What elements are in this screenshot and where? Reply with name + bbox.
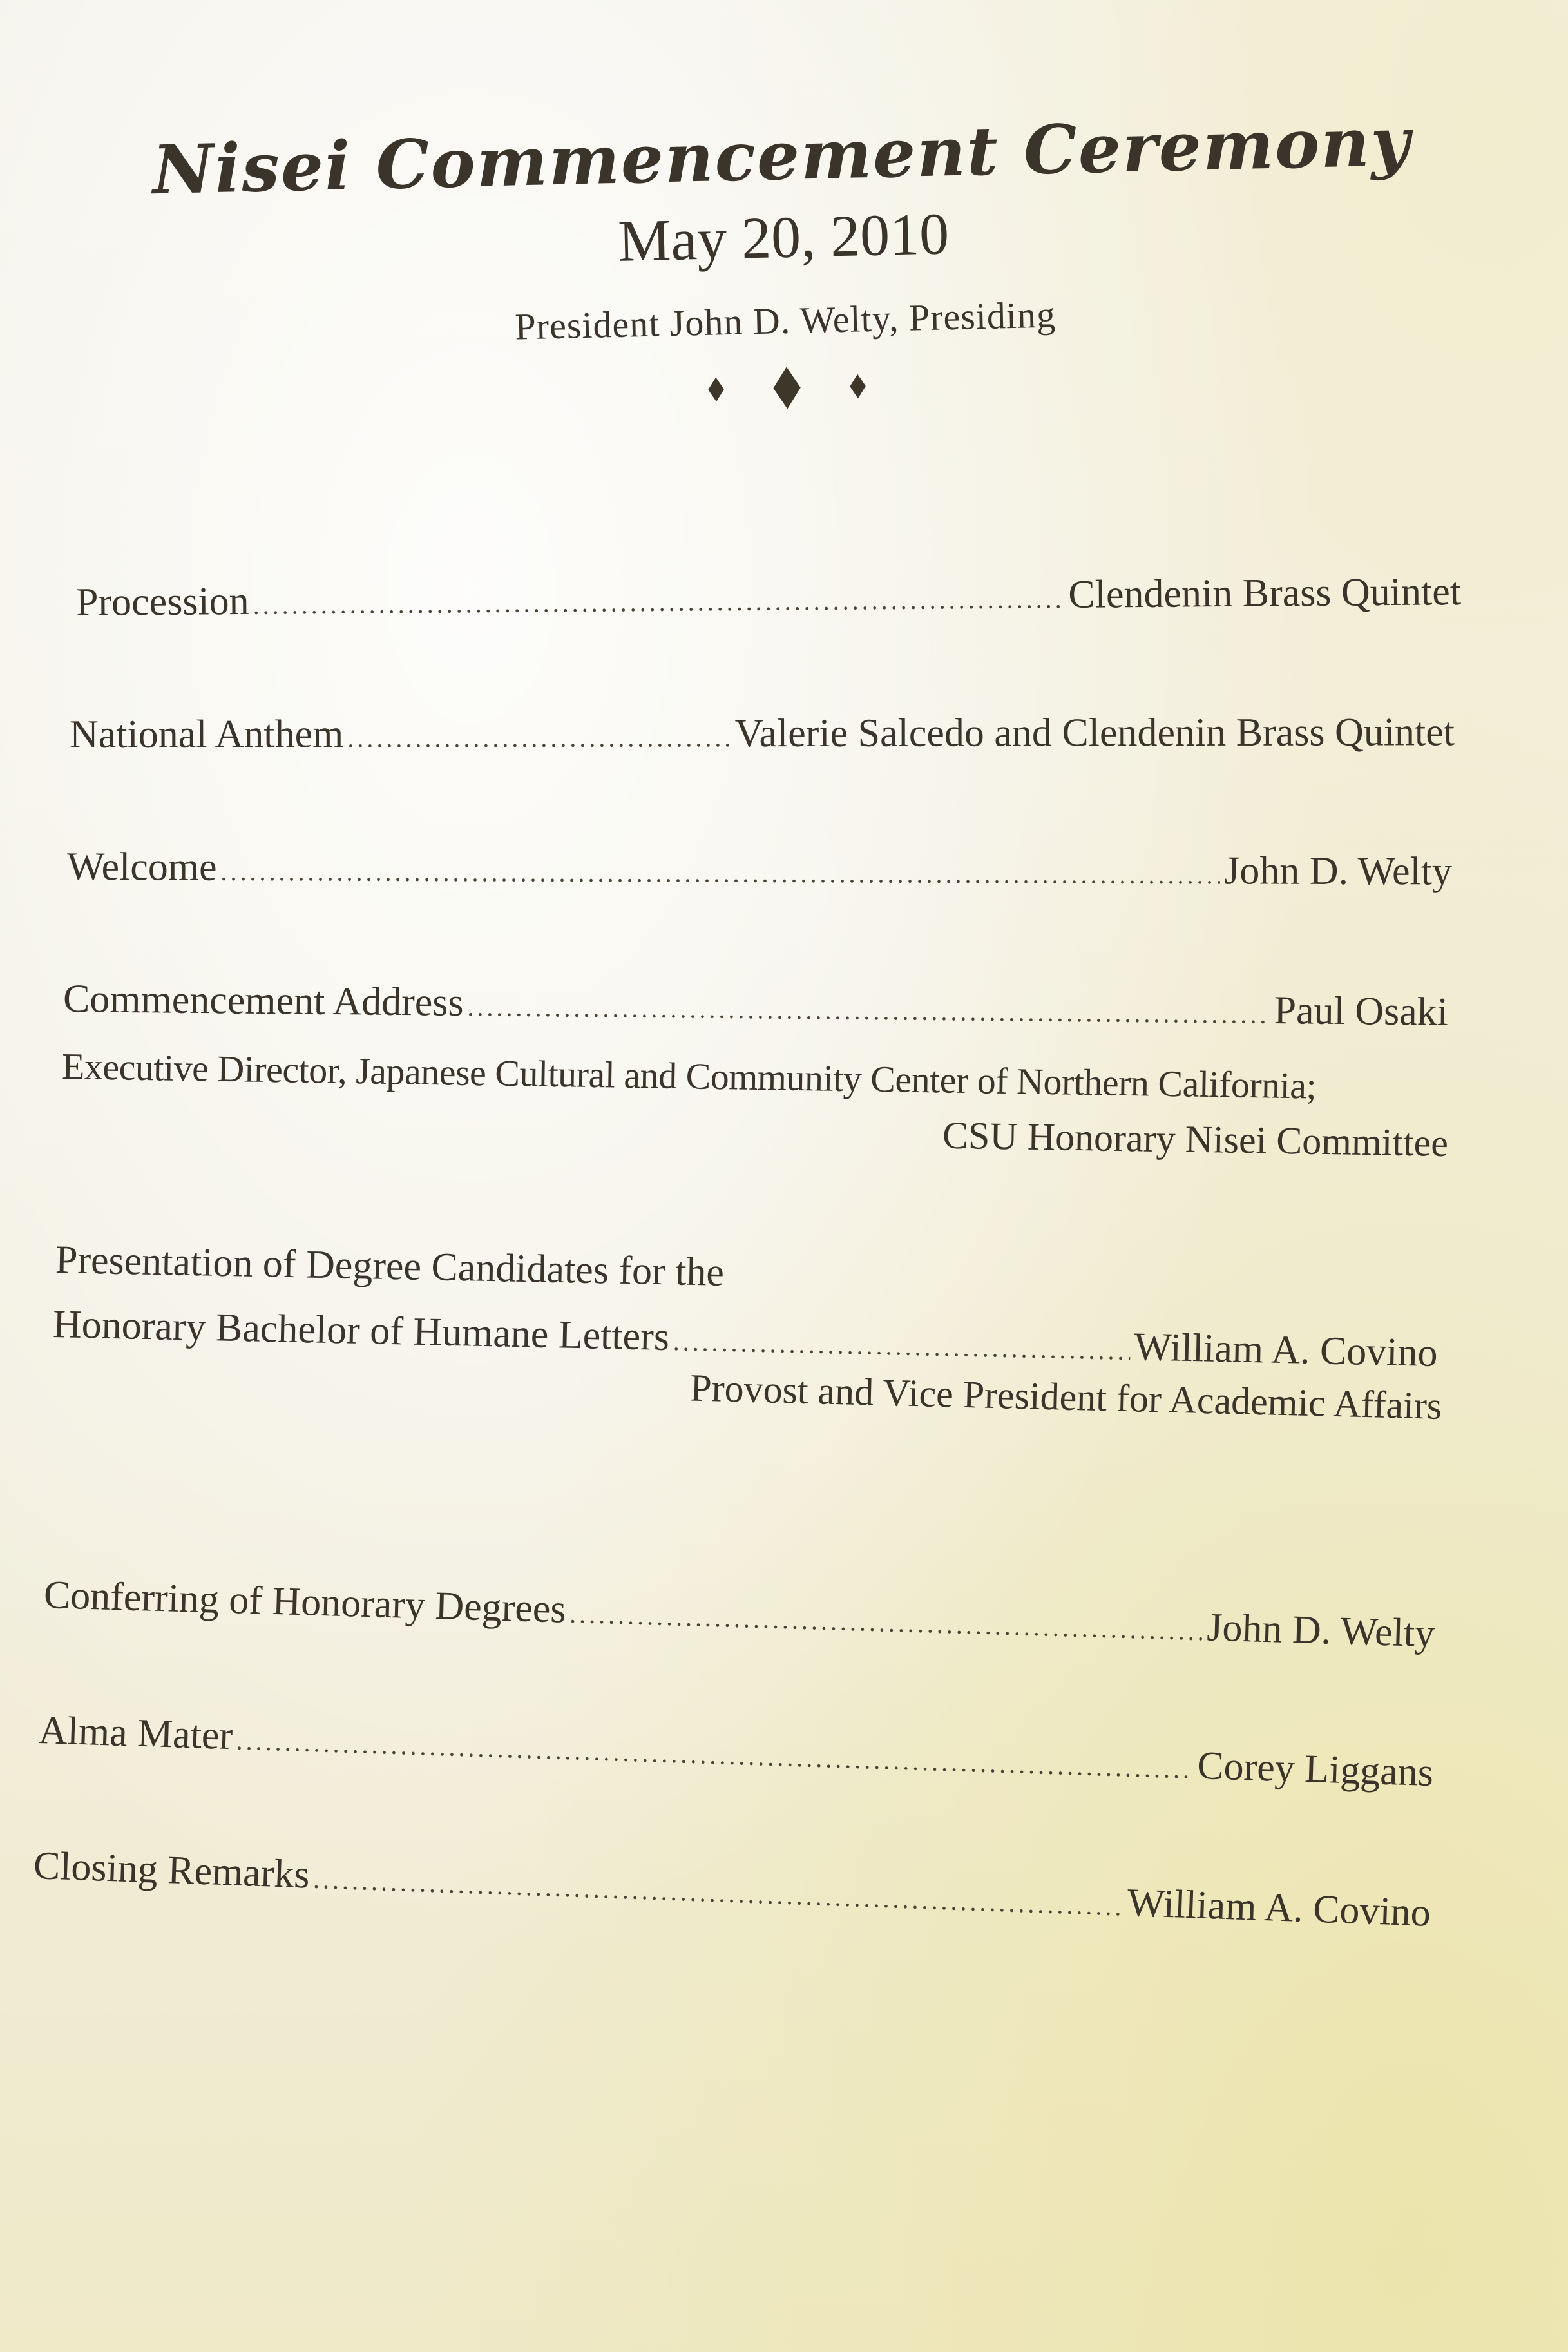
program-item-label: Alma Mater	[37, 1708, 234, 1759]
program-item-welcome	[67, 844, 1452, 895]
dot-leader	[220, 857, 1220, 890]
program-item-conferring	[43, 1572, 1435, 1657]
ceremony-title: Nisei Commencement Ceremony	[151, 101, 1412, 210]
program-item-performer: William A. Covino	[1133, 1325, 1439, 1376]
dot-leader	[673, 1327, 1130, 1366]
program-item-closing-remarks	[33, 1843, 1431, 1936]
program-item-commencement-address	[63, 976, 1449, 1036]
dot-leader	[253, 584, 1065, 621]
program-item-presentation	[52, 1302, 1438, 1376]
diamond-ornament	[3, 358, 1568, 418]
program-item-label: Honorary Bachelor of Humane Letters	[52, 1302, 670, 1360]
program-item-label: Welcome	[66, 845, 217, 889]
program-item-procession	[76, 569, 1461, 626]
program-item-label: Closing Remarks	[32, 1844, 311, 1897]
program-item-national-anthem	[70, 709, 1455, 758]
speaker-title: Executive Director, Japanese Cultural and Community Center of Northern California;	[61, 1045, 1317, 1107]
program-item-performer: William A. Covino	[1126, 1880, 1431, 1935]
program-header	[0, 98, 1568, 418]
program-item-performer: Valerie Salcedo and Clendenin Brass Quintet	[734, 710, 1455, 756]
program-item-performer: Paul Osaki	[1274, 988, 1449, 1034]
dot-leader	[313, 1865, 1124, 1922]
dot-leader	[467, 992, 1270, 1030]
program-item-performer: Corey Liggans	[1196, 1743, 1435, 1795]
ceremony-date: May 20, 2010	[617, 200, 950, 274]
program-item-label: Commencement Address	[62, 977, 464, 1025]
speaker-affiliation: CSU Honorary Nisei Committee	[942, 1113, 1449, 1164]
presiding-line: President John D. Welty, Presiding	[514, 293, 1056, 348]
dot-leader	[236, 1726, 1194, 1784]
program-item-label-line1: Presentation of Degree Candidates for the	[55, 1238, 725, 1295]
program-item-label: Procession	[75, 579, 249, 624]
program-item-performer: Clendenin Brass Quintet	[1068, 570, 1462, 617]
diamond-icon	[773, 367, 800, 409]
diamond-icon	[708, 377, 723, 401]
program-item-performer: John D. Welty	[1224, 849, 1453, 894]
dot-leader	[569, 1599, 1203, 1646]
program-item-alma-mater	[38, 1708, 1434, 1796]
program-item-performer: John D. Welty	[1206, 1605, 1436, 1656]
diamond-icon	[850, 374, 865, 398]
program-item-label: Conferring of Honorary Degrees	[43, 1573, 567, 1632]
presenter-title: Provost and Vice President for Academic Affairs	[689, 1366, 1442, 1427]
program-item-label: National Anthem	[69, 712, 344, 757]
dot-leader	[347, 723, 731, 753]
program-item-presentation-line1	[55, 1237, 724, 1296]
